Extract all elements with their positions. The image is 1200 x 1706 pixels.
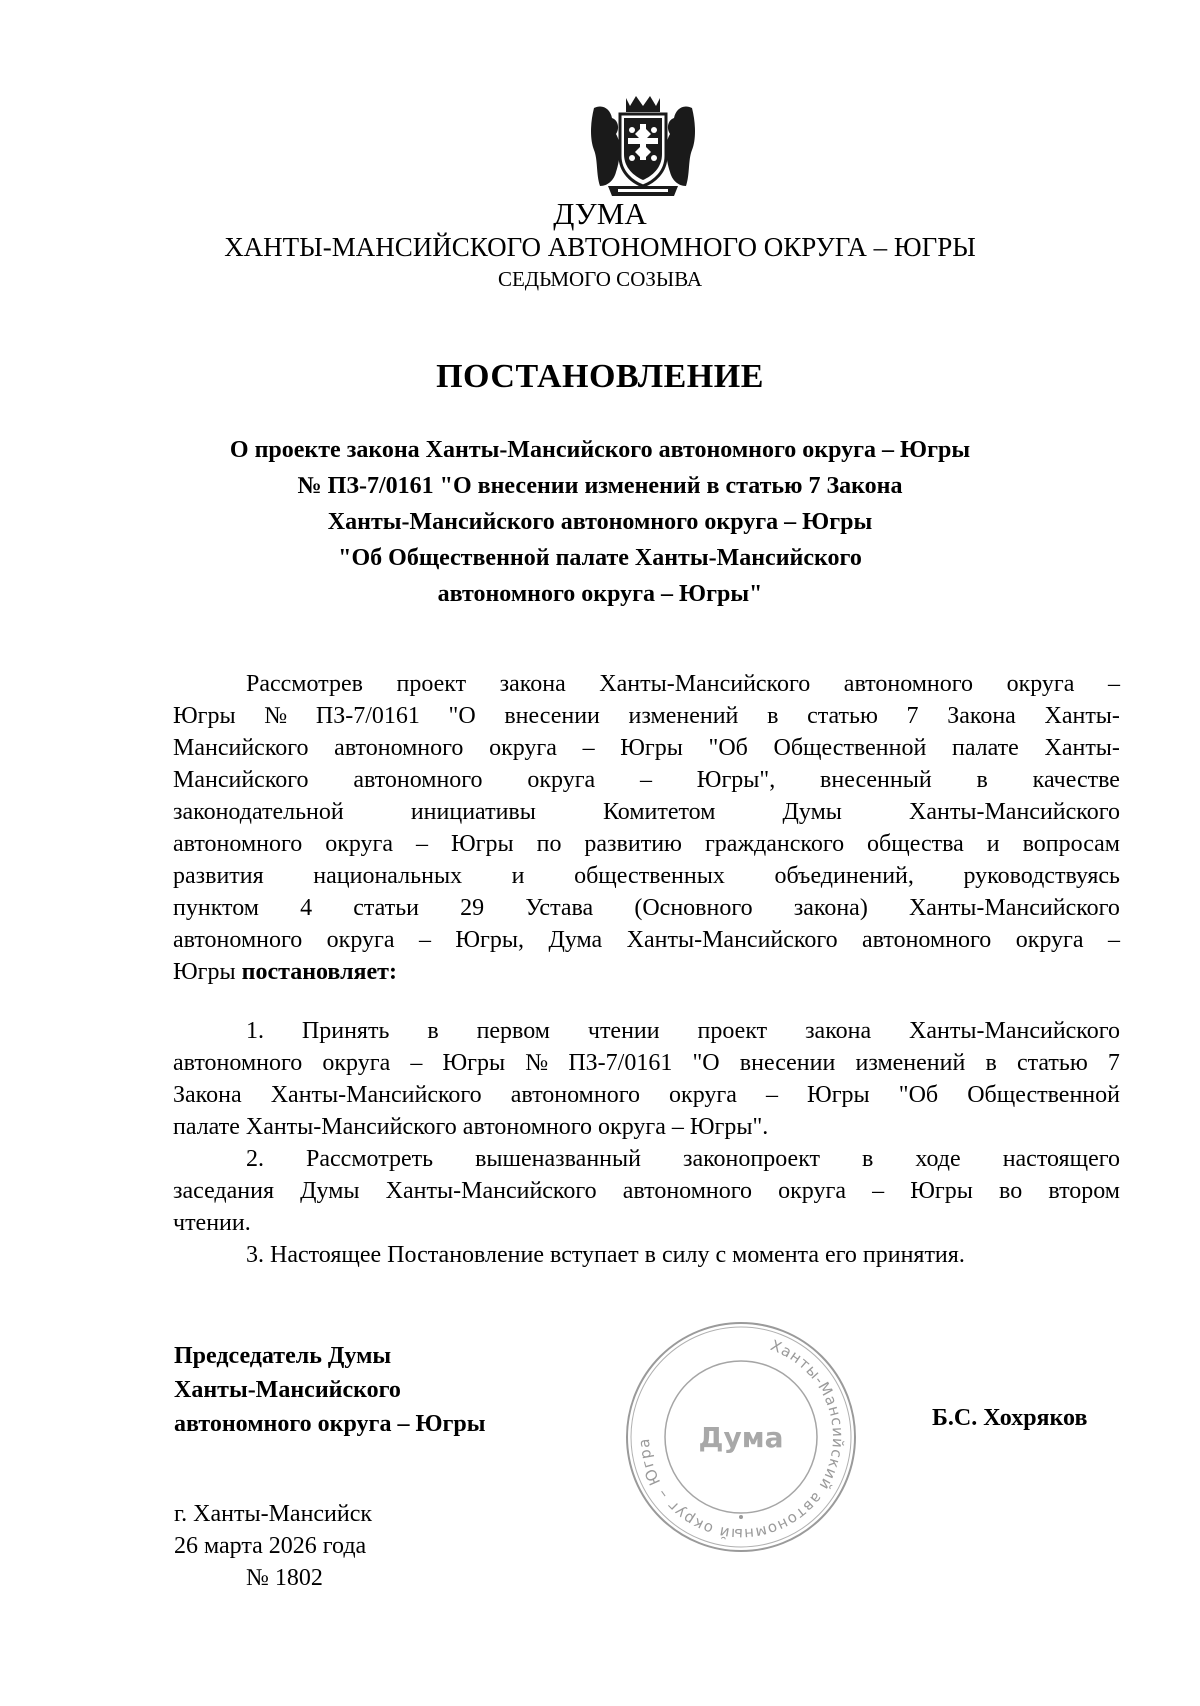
- word: –: [1107, 671, 1120, 697]
- seal-center-text: Дума: [698, 1421, 784, 1454]
- word: проект: [396, 671, 467, 697]
- signer-position-line: автономного округа – Югры: [174, 1411, 486, 1437]
- word: автономного: [173, 831, 303, 857]
- word: "О: [448, 703, 476, 729]
- word: Ханты-Мансийского: [908, 895, 1120, 921]
- word: –: [872, 1178, 885, 1204]
- word: округа: [669, 1082, 737, 1108]
- word: 29: [460, 895, 485, 921]
- word: в: [767, 703, 779, 729]
- word: Югры: [173, 703, 236, 729]
- word: ПЗ-7/0161: [315, 703, 420, 729]
- word: №: [525, 1050, 549, 1076]
- word: статью: [1016, 1050, 1088, 1076]
- word: Общественной: [773, 735, 927, 761]
- word: в: [976, 767, 988, 793]
- word: гражданского: [704, 831, 845, 857]
- word: закона: [805, 1018, 872, 1044]
- word: "О: [692, 1050, 720, 1076]
- coat-of-arms-icon: [588, 94, 698, 198]
- word: округа: [326, 927, 395, 953]
- word: ПЗ-7/0161: [568, 1050, 673, 1076]
- word: развитию: [584, 831, 682, 857]
- word: округа: [1015, 927, 1084, 953]
- word: Югры: [620, 735, 683, 761]
- word: округа: [778, 1178, 846, 1204]
- official-seal: [621, 1317, 861, 1557]
- word: палате: [951, 735, 1019, 761]
- word: и: [511, 863, 525, 889]
- word: (Основного: [634, 895, 753, 921]
- org-region: ХАНТЫ-МАНСИЙСКОГО АВТОНОМНОГО ОКРУГА – ЮГРЫ: [224, 232, 976, 262]
- word: Мансийского: [173, 767, 309, 793]
- word: 7: [906, 703, 919, 729]
- subject-line: Ханты-Мансийского автономного округа – Югры: [327, 509, 873, 535]
- word: в: [862, 1146, 874, 1172]
- document-type: ПОСТАНОВЛЕНИЕ: [436, 358, 764, 395]
- signer-position: [174, 1339, 485, 1441]
- word: ходе: [915, 1146, 961, 1172]
- word: качестве: [1032, 767, 1120, 793]
- footer-date: 26 марта 2026 года: [174, 1533, 367, 1559]
- word: –: [418, 927, 431, 953]
- subject-line: автономного округа – Югры": [437, 581, 763, 607]
- text-line: палате Ханты-Мансийского автономного округа – Югры".: [173, 1114, 769, 1140]
- word: по: [536, 831, 562, 857]
- word: Югры",: [696, 767, 776, 793]
- word: Думы: [782, 799, 842, 825]
- text-line: [173, 828, 1120, 860]
- text-line: [173, 796, 1120, 828]
- text-line: [173, 860, 1120, 892]
- word: "Об: [898, 1082, 939, 1108]
- word: Закона: [173, 1082, 242, 1108]
- word: округа: [322, 1050, 391, 1076]
- word: Мансийского: [173, 735, 309, 761]
- word: автономного: [334, 735, 464, 761]
- word: закона: [499, 671, 566, 697]
- word: –: [1107, 927, 1120, 953]
- word: вопросам: [1022, 831, 1120, 857]
- text-line: [173, 1175, 1120, 1207]
- word: закона): [793, 895, 868, 921]
- word: во: [999, 1178, 1023, 1204]
- word: Комитетом: [602, 799, 716, 825]
- word: Ханты-Мансийского: [599, 671, 811, 697]
- word: руководствуясь: [963, 863, 1120, 889]
- word: объединений,: [774, 863, 914, 889]
- word: общества: [867, 831, 964, 857]
- word: проект: [697, 1018, 768, 1044]
- text-line: [173, 1047, 1120, 1079]
- word: 4: [300, 895, 313, 921]
- word: Устава: [525, 895, 594, 921]
- word: автономного: [173, 927, 303, 953]
- word: Югры: [442, 1050, 506, 1076]
- word: Югры: [807, 1082, 870, 1108]
- word: чтении: [587, 1018, 660, 1044]
- word: национальных: [313, 863, 463, 889]
- word: Принять: [301, 1018, 390, 1044]
- word: развития: [173, 863, 264, 889]
- word: Ханты-: [1044, 735, 1120, 761]
- text-line: [173, 924, 1120, 956]
- word: автономного: [862, 927, 992, 953]
- word: –: [639, 767, 652, 793]
- word: статьи: [353, 895, 419, 921]
- word: автономного: [843, 671, 974, 697]
- word: "Об: [708, 735, 748, 761]
- word: №: [264, 703, 288, 729]
- word: Ханты-Мансийского: [270, 1082, 482, 1108]
- word: внесенный: [820, 767, 932, 793]
- word: Ханты-Мансийского: [909, 1018, 1120, 1044]
- signer-position-line: Председатель Думы: [174, 1343, 392, 1369]
- text-line: [173, 1079, 1120, 1111]
- word: Югры: [910, 1178, 973, 1204]
- text-line: [173, 700, 1120, 732]
- word: законодательной: [173, 799, 344, 825]
- word: Думы: [300, 1178, 360, 1204]
- preamble-paragraph: [173, 668, 1120, 988]
- word: изменений: [855, 1050, 966, 1076]
- word: Закона: [947, 703, 1016, 729]
- resolution-items: [173, 1015, 1120, 1271]
- footer-number: № 1802: [246, 1565, 323, 1591]
- word: настоящего: [1002, 1146, 1120, 1172]
- word: –: [416, 831, 429, 857]
- word: 2.: [246, 1146, 264, 1172]
- word: 1.: [246, 1018, 264, 1044]
- word: Рассмотрев: [246, 671, 363, 697]
- word: статью: [807, 703, 878, 729]
- word: в: [985, 1050, 997, 1076]
- text-line: [173, 764, 1120, 796]
- word: заседания: [173, 1178, 275, 1204]
- word: инициативы: [410, 799, 536, 825]
- word: общественных: [574, 863, 725, 889]
- document-footer: [174, 1498, 372, 1594]
- word: Общественной: [967, 1082, 1120, 1108]
- word: –: [410, 1050, 423, 1076]
- word: –: [582, 735, 595, 761]
- word: Рассмотреть: [306, 1146, 434, 1172]
- word: Ханты-Мансийского: [626, 927, 838, 953]
- word: автономного: [173, 1050, 303, 1076]
- document-subject: [180, 432, 1020, 612]
- word: Ханты-Мансийского: [385, 1178, 597, 1204]
- text-line: 3. Настоящее Постановление вступает в силу с момента его принятия.: [246, 1242, 965, 1268]
- word: внесении: [739, 1050, 836, 1076]
- word: автономного: [353, 767, 483, 793]
- text-line: [173, 668, 1120, 700]
- footer-city: г. Ханты-Мансийск: [174, 1501, 373, 1527]
- word: автономного: [622, 1178, 752, 1204]
- word: –: [765, 1082, 778, 1108]
- subject-line: № ПЗ-7/0161 "О внесении изменений в статью 7 Закона: [297, 473, 903, 499]
- word: изменений: [628, 703, 739, 729]
- resolves-keyword: постановляет:: [241, 959, 397, 985]
- word: Ханты-: [1044, 703, 1120, 729]
- text-line: [173, 956, 1120, 988]
- subject-line: "Об Общественной палате Ханты-Мансийского: [338, 545, 862, 571]
- word: Югры,: [455, 927, 525, 953]
- text-line: [173, 892, 1120, 924]
- signer-name: Б.С. Хохряков: [932, 1405, 1088, 1431]
- text-line: [173, 732, 1120, 764]
- word: округа: [325, 831, 394, 857]
- text-line: [173, 1015, 1120, 1047]
- word: 7: [1107, 1050, 1120, 1076]
- org-convocation: СЕДЬМОГО СОЗЫВА: [497, 267, 703, 291]
- word: первом: [476, 1018, 550, 1044]
- subject-line: О проекте закона Ханты-Мансийского автономного округа – Югры: [229, 437, 971, 463]
- word: округа: [527, 767, 596, 793]
- word: округа: [1006, 671, 1075, 697]
- signer-position-line: Ханты-Мансийского: [174, 1377, 401, 1403]
- word: Дума: [548, 927, 603, 953]
- text-fragment: Югры: [173, 959, 242, 985]
- word: вышеназванный: [475, 1146, 641, 1172]
- org-name: ДУМА: [553, 196, 647, 231]
- word: втором: [1048, 1178, 1120, 1204]
- word: и: [986, 831, 1000, 857]
- word: округа: [489, 735, 557, 761]
- word: законопроект: [682, 1146, 821, 1172]
- word: Югры: [450, 831, 514, 857]
- word: пунктом: [173, 895, 259, 921]
- word: в: [427, 1018, 439, 1044]
- seal-ring-text: Ханты-Мансийский автономный округ – Югра: [634, 1336, 848, 1544]
- word: автономного: [510, 1082, 640, 1108]
- text-line: чтении.: [173, 1210, 251, 1236]
- word: внесении: [504, 703, 600, 729]
- word: Ханты-Мансийского: [909, 799, 1120, 825]
- text-line: [173, 1143, 1120, 1175]
